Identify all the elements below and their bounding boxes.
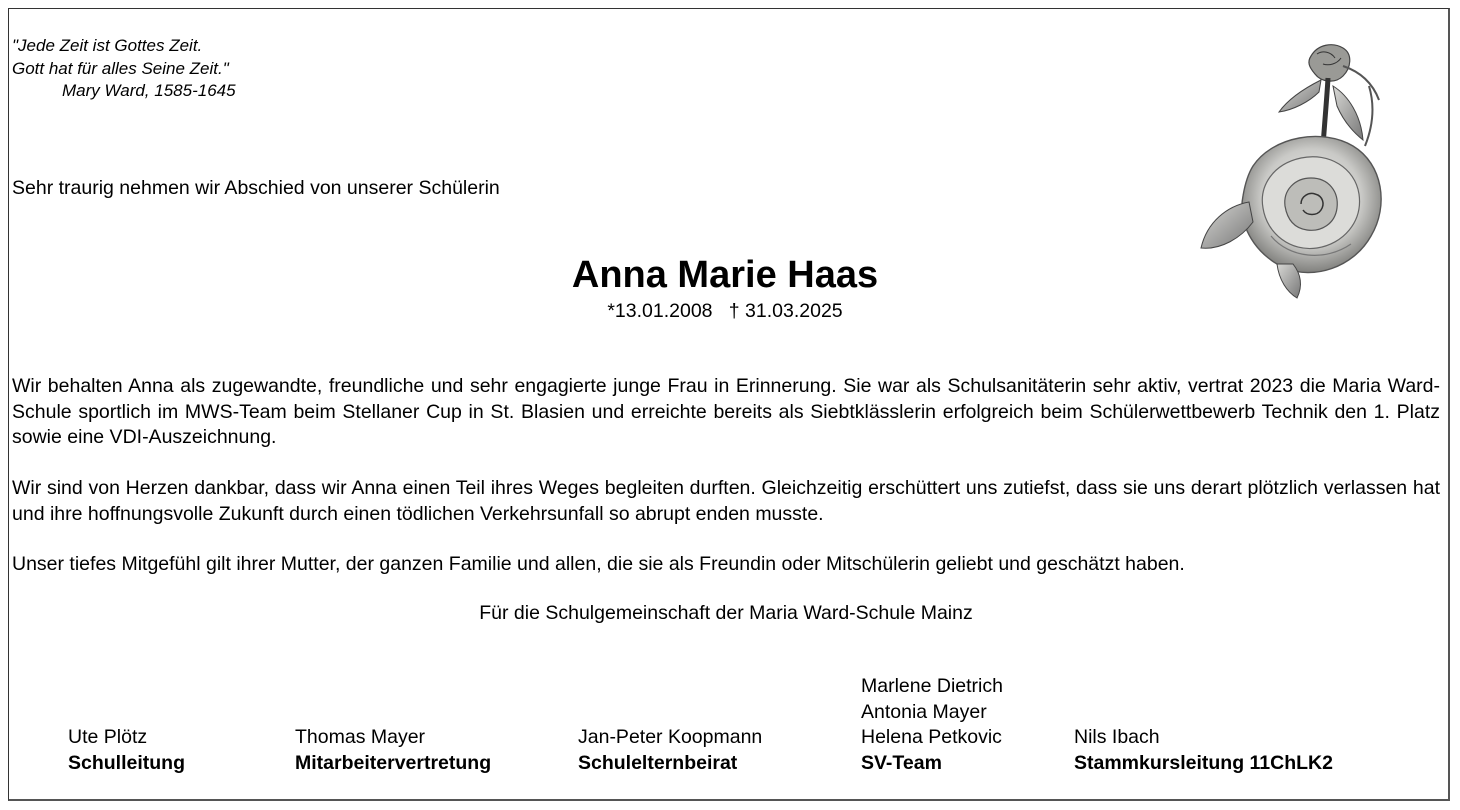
signatory (578, 725, 762, 776)
signatory (1074, 725, 1333, 776)
signatory-role: Mitarbeitervertretung (295, 751, 492, 774)
quote-block (12, 35, 236, 103)
signatory (861, 674, 1003, 776)
life-dates: *13.01.2008 † 31.03.2025 (607, 300, 843, 322)
signatory-name: Nils Ibach (1074, 726, 1160, 748)
paragraph: Unser tiefes Mitgefühl gilt ihrer Mutter, der ganzen Familie und allen, die sie als Freundin oder Mitschülerin geliebt und geschätzt haben. (12, 553, 1185, 575)
signatory-name: Ute Plötz (68, 726, 148, 748)
signatory-role: Stammkursleitung 11ChLK2 (1074, 751, 1333, 774)
closing-line: Für die Schulgemeinschaft der Maria Ward-Schule Mainz (479, 602, 973, 624)
signatory (68, 725, 185, 776)
signatory-role: Schulleitung (68, 751, 185, 774)
quote-line: Gott hat für alles Seine Zeit." (12, 58, 229, 78)
paragraph: Wir sind von Herzen dankbar, dass wir Anna einen Teil ihres Weges begleiten durften. Gleichzeitig erschüttert uns zutiefst, dass sie uns derart plötzlich verlassen hat und ihre hoffnungsvolle Zukunft durch einen tödlichen Verkehrsunfall so abrupt enden musste. (12, 477, 1440, 525)
quote-author: Mary Ward, 1585-1645 (62, 81, 236, 100)
signatory (295, 725, 491, 776)
paragraph: Wir behalten Anna als zugewandte, freundliche und sehr engagierte junge Frau in Erinnerung. Sie war als Schulsanitäterin sehr aktiv, vertrat 2023 die Maria Ward-Schule sportlich im MWS-Team beim Stellaner Cup in St. Blasien und erreichte bereits als Siebtklässlerin erfolgreich beim Schülerwettbewerb Technik den 1. Platz sowie eine VDI-Auszeichnung. (12, 375, 1440, 448)
signatory-name: Helena Petkovic (861, 726, 1002, 748)
signatory-name: Antonia Mayer (861, 700, 987, 723)
signatory-role: Schulelternbeirat (578, 751, 738, 774)
deceased-name: Anna Marie Haas (571, 254, 879, 296)
rose-image (1193, 36, 1393, 302)
signatory-role: SV-Team (861, 751, 942, 774)
quote-line: "Jede Zeit ist Gottes Zeit. (12, 36, 203, 55)
signatory-name: Jan-Peter Koopmann (578, 726, 763, 748)
intro-text: Sehr traurig nehmen wir Abschied von unserer Schülerin (12, 177, 500, 199)
signatory-name: Marlene Dietrich (861, 675, 1003, 697)
signatory-name: Thomas Mayer (295, 726, 426, 748)
